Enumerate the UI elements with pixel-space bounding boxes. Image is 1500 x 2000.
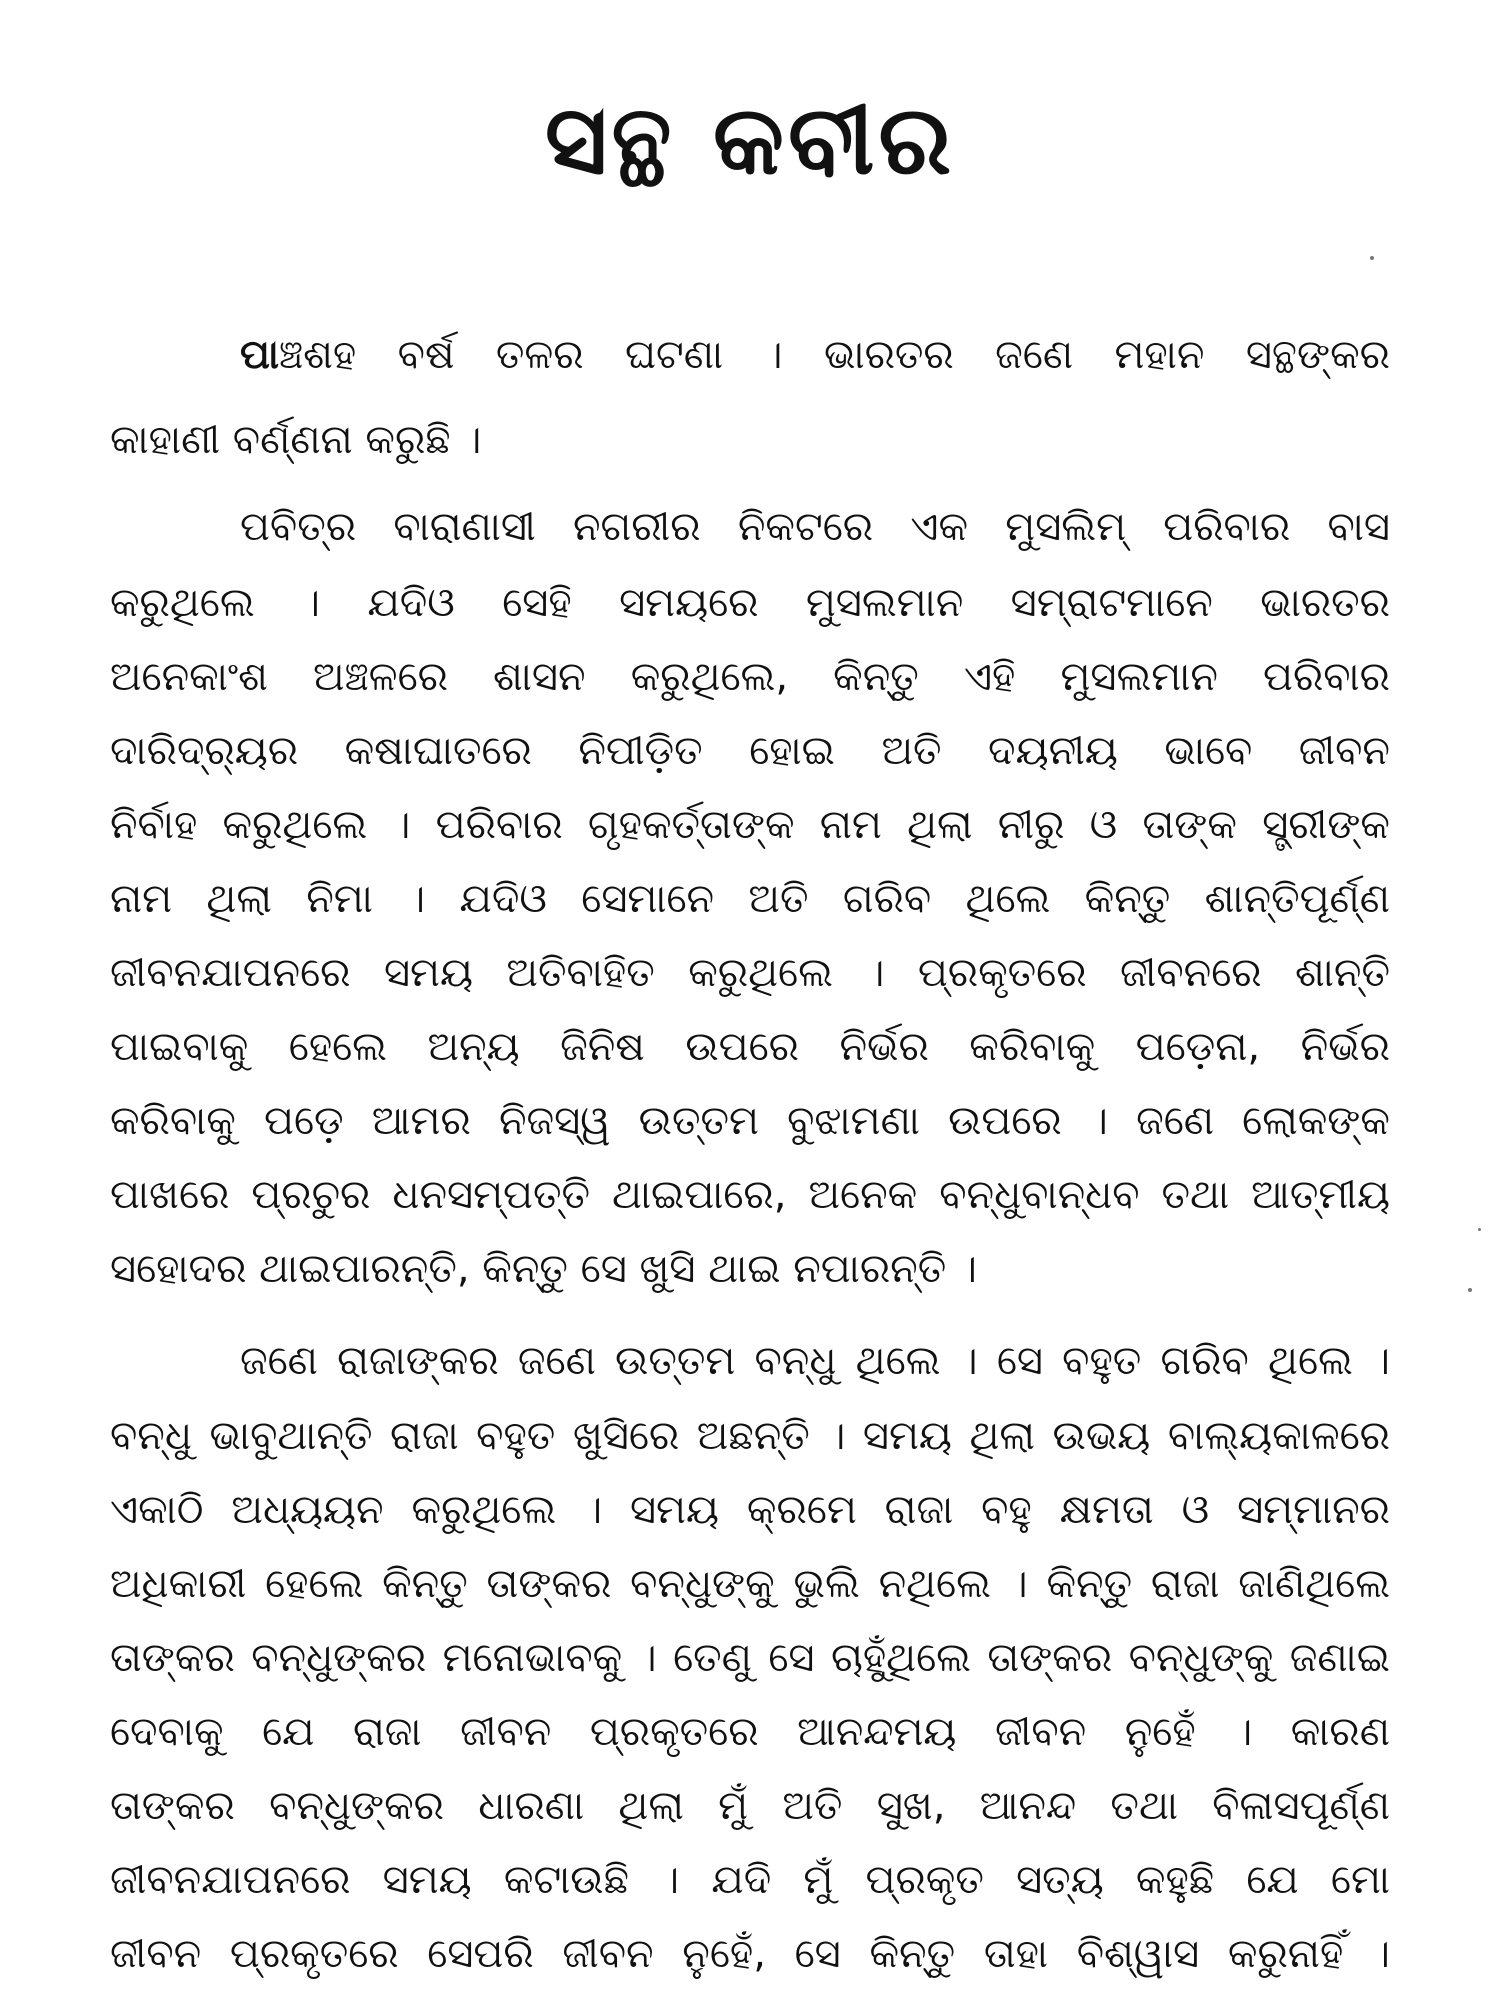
text-line: ଜୀବନଯାପନରେ ସମୟ ଅତିବାହିତ କରୁଥିଲେ । ପ୍ରକୃତରେ ଜୀବନରେ ଶାନ୍ତି xyxy=(110,950,1390,996)
text-line: ତାଙ୍କର ବନ୍ଧୁଙ୍କର ଧାରଣା ଥିଲା ମୁଁ ଅତି ସୁଖ, ଆନନ୍ଦ ତଥା ବିଳାସପୂର୍ଣ୍ଣ xyxy=(110,1783,1390,1829)
text-line: ଅଧିକାରୀ ହେଲେ କିନ୍ତୁ ତାଙ୍କର ବନ୍ଧୁଙ୍କୁ ଭୁଲି ନଥିଲେ । କିନ୍ତୁ ରାଜା ଜାଣିଥିଲେ xyxy=(110,1561,1390,1607)
text-line: ଦାରିଦ୍ର୍ୟର କଷାଘାତରେ ନିପୀଡ଼ିତ ହୋଇ ଅତି ଦୟନୀୟ ଭାବେ ଜୀବନ xyxy=(110,728,1390,774)
text-line: ଜୀବନଯାପନରେ ସମୟ କଟାଉଛି । ଯଦି ମୁଁ ପ୍ରକୃତ ସତ୍ୟ କହୁଛି ଯେ ମୋ xyxy=(110,1857,1390,1903)
text-line: ପବିତ୍ର ବାରାଣାସୀ ନଗରୀର ନିକଟରେ ଏକ ମୁସଲିମ୍ ପରିବାର ବାସ xyxy=(240,504,1390,550)
text-line: ପାଖରେ ପ୍ରଚୁର ଧନସମ୍ପତ୍ତି ଥାଇପାରେ, ଅନେକ ବନ୍ଧୁବାନ୍ଧବ ତଥା ଆତ୍ମୀୟ xyxy=(110,1172,1390,1218)
text-line: ଏକାଠି ଅଧ୍ୟୟନ କରୁଥିଲେ । ସମୟ କ୍ରମେ ରାଜା ବହୁ କ୍ଷମତା ଓ ସମ୍ମାନର xyxy=(110,1487,1390,1533)
page-title: ସନ୍ଥ କବୀର xyxy=(544,84,956,196)
text-line: ଦେବାକୁ ଯେ ରାଜା ଜୀବନ ପ୍ରକୃତରେ ଆନନ୍ଦମୟ ଜୀବନ ନୁହେଁ । କାରଣ xyxy=(110,1709,1390,1755)
scan-speck xyxy=(1370,256,1374,260)
text-line: ନିର୍ବାହ କରୁଥିଲେ । ପରିବାର ଗୃହକର୍ତ୍ତାଙ୍କ ନାମ ଥିଲା ନୀରୁ ଓ ତାଙ୍କ ସ୍ତ୍ରୀଙ୍କ xyxy=(110,802,1390,848)
scan-speck xyxy=(1478,1228,1481,1231)
text-line: ଜୀବନ ପ୍ରକୃତରେ ସେପରି ଜୀବନ ନୁହେଁ, ସେ କିନ୍ତୁ ତାହା ବିଶ୍ୱାସ କରୁନାହିଁ । xyxy=(110,1931,1390,1977)
text-line: କରୁଥିଲେ । ଯଦିଓ ସେହି ସମୟରେ ମୁସଲମାନ ସମ୍ରାଟମାନେ ଭାରତର xyxy=(110,580,1390,626)
scan-speck xyxy=(1468,1288,1472,1292)
text-line: ସହୋଦର ଥାଇପାରନ୍ତି, କିନ୍ତୁ ସେ ଖୁସି ଥାଇ ନପାରନ୍ତି । xyxy=(110,1246,977,1292)
text-line: କରିବାକୁ ପଡ଼େ ଆମର ନିଜସ୍ୱ ଉତ୍ତମ ବୁଝାମଣା ଉପରେ । ଜଣେ ଲୋକଙ୍କ xyxy=(110,1098,1390,1144)
text-line: ଅନେକାଂଶ ଅଞ୍ଚଳରେ ଶାସନ କରୁଥିଲେ, କିନ୍ତୁ ଏହି ମୁସଲମାନ ପରିବାର xyxy=(110,654,1390,700)
text-line xyxy=(240,330,1390,380)
text-line: ଜଣେ ରାଜାଙ୍କର ଜଣେ ଉତ୍ତମ ବନ୍ଧୁ ଥିଲେ । ସେ ବହୁତ ଗରିବ ଥିଲେ । xyxy=(240,1338,1390,1384)
text-line: କାହାଣୀ ବର୍ଣ୍ଣନା କରୁଛି । xyxy=(110,417,482,463)
drop-lead: ପା xyxy=(240,332,280,378)
text-line: ବନ୍ଧୁ ଭାବୁଥାନ୍ତି ରାଜା ବହୁତ ଖୁସିରେ ଅଛନ୍ତି । ସମୟ ଥିଲା ଉଭୟ ବାଲ୍ୟକାଳରେ xyxy=(110,1413,1390,1459)
text-line-content: ଞ୍ଚଶହ ବର୍ଷ ତଳର ଘଟଣା । ଭାରତର ଜଣେ ମହାନ ସନ୍ଥଙ୍କର xyxy=(279,332,1390,378)
text-line: ନାମ ଥିଲା ନିମା । ଯଦିଓ ସେମାନେ ଅତି ଗରିବ ଥିଲେ କିନ୍ତୁ ଶାନ୍ତିପୂର୍ଣ୍ଣ xyxy=(110,876,1390,922)
text-line: ପାଇବାକୁ ହେଲେ ଅନ୍ୟ ଜିନିଷ ଉପରେ ନିର୍ଭର କରିବାକୁ ପଡ଼େନା, ନିର୍ଭର xyxy=(110,1024,1390,1070)
text-line: ତାଙ୍କର ବନ୍ଧୁଙ୍କର ମନୋଭାବକୁ । ତେଣୁ ସେ ଚାହୁଁଥିଲେ ତାଙ୍କର ବନ୍ଧୁଙ୍କୁ ଜଣାଇ xyxy=(110,1635,1390,1681)
